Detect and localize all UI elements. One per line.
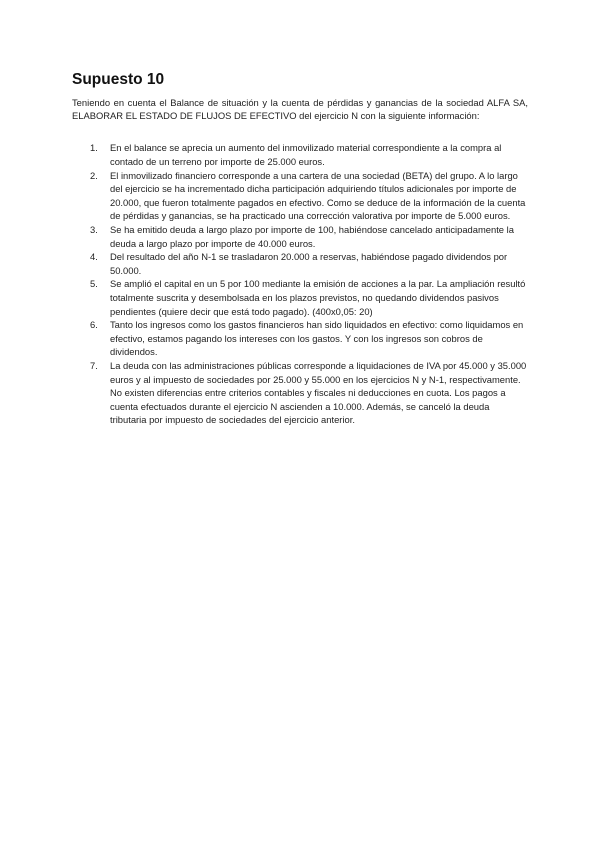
list-item-number: 5. — [90, 278, 98, 290]
list-item-number: 4. — [90, 251, 98, 263]
numbered-list — [72, 141, 528, 426]
list-item-text: Se amplió el capital en un 5 por 100 mediante la emisión de acciones a la par. La ampliación resultó totalmente suscrita y desembolsada en los plazos previstos, no quedando dividendos pasivos pendientes (quiere decir que está todo pagado). (400x0,05: 20) — [110, 278, 526, 317]
list-item — [72, 318, 528, 359]
list-item — [72, 359, 528, 427]
list-item-text: La deuda con las administraciones públicas corresponde a liquidaciones de IVA por 45.000 y 35.000 euros y al impuesto de sociedades por 25.000 y 55.000 en los ejercicios N y N-1, respectivamente. No existen diferencias entre criterios contables y fiscales ni deducciones en cuota. Los pagos a cuenta efectuados durante el ejercicio N ascienden a 10.000. Además, se canceló la deuda tributaria por impuesto de sociedades del ejercicio anterior. — [110, 359, 527, 426]
list-item — [72, 250, 528, 277]
list-item-text: En el balance se aprecia un aumento del inmovilizado material correspondiente a la compra al contado de un terreno por importe de 25.000 euros. — [110, 142, 502, 167]
list-item-number: 2. — [90, 169, 98, 181]
list-item-number: 7. — [90, 359, 98, 371]
list-item-text: Tanto los ingresos como los gastos financieros han sido liquidados en efectivo: como liquidamos en efectivo, estamos pagando los intereses con los gastos. Y con los ingresos son cobros de dividendos. — [110, 319, 524, 358]
list-item — [72, 141, 528, 168]
list-item — [72, 169, 528, 223]
list-item-text: El inmovilizado financiero corresponde a una cartera de una sociedad (BETA) del grupo. A lo largo del ejercicio se ha incrementado dicha participación adquiriendo títulos adicionales por importe de 20.000, que fueron totalmente pagados en efectivo. Como se deduce de la información de la cuenta de pérdidas y ganancias, se ha practicado una corrección valorativa por importe de 5.000 euros. — [110, 169, 526, 222]
document-title: Supuesto 10 — [72, 71, 165, 88]
intro-paragraph: Teniendo en cuenta el Balance de situación y la cuenta de pérdidas y ganancias de la sociedad ALFA SA, ELABORAR EL ESTADO DE FLUJOS DE EFECTIVO del ejercicio N con la siguiente información: — [72, 97, 528, 122]
list-item-number: 6. — [90, 319, 98, 331]
list-item-number: 3. — [90, 223, 98, 235]
document-page — [72, 70, 528, 427]
list-item-text: Se ha emitido deuda a largo plazo por importe de 100, habiéndose cancelado anticipadamente la deuda a largo plazo por importe de 40.000 euros. — [110, 223, 514, 249]
list-item — [72, 223, 528, 250]
list-item — [72, 277, 528, 318]
list-item-number: 1. — [90, 142, 98, 154]
list-item-text: Del resultado del año N-1 se trasladaron 20.000 a reservas, habiéndose pagado dividendos por 50.000. — [110, 251, 508, 276]
